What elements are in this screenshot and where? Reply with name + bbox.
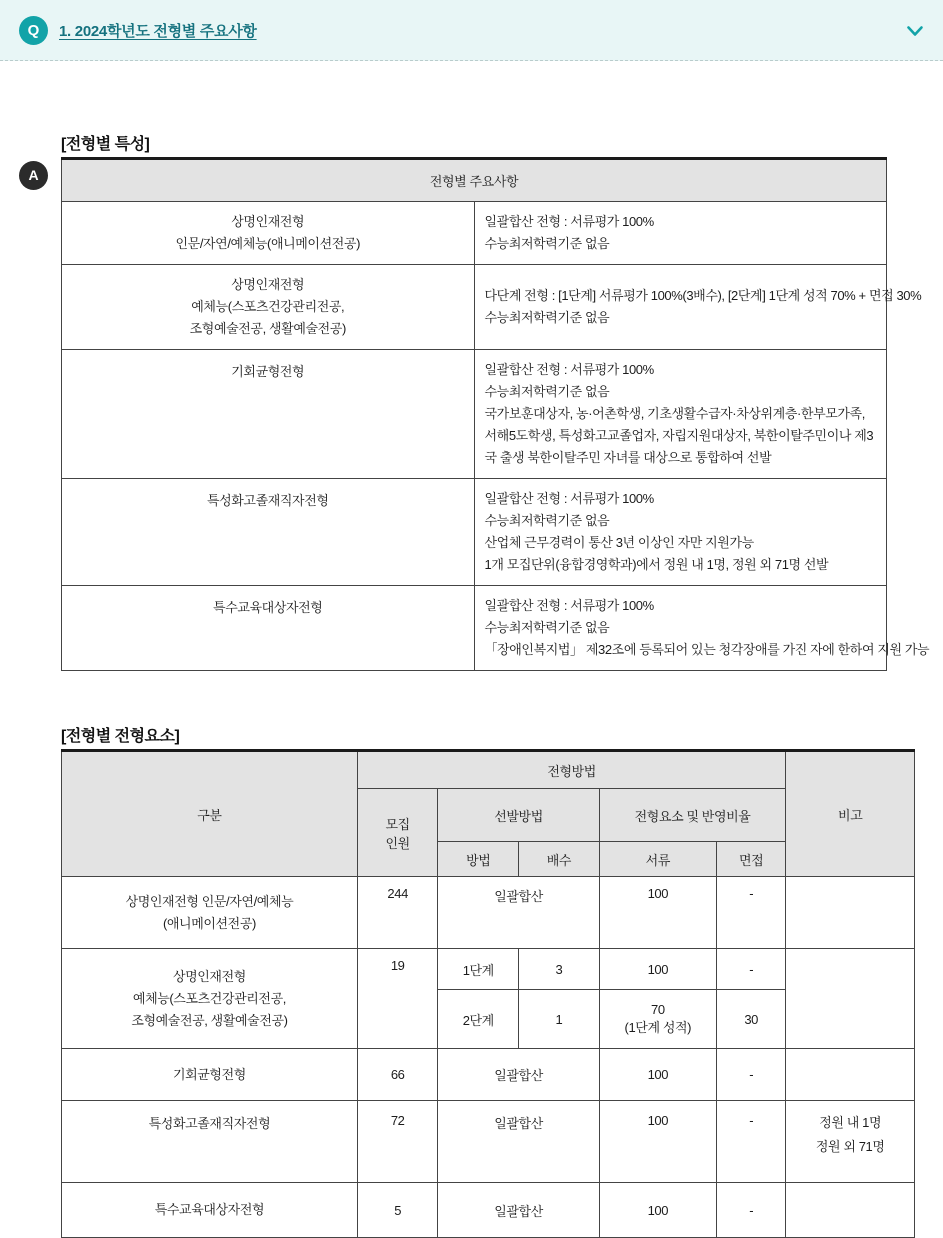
header-quota: [357, 789, 438, 877]
selection-multiple-cell: 1: [519, 990, 600, 1049]
header-quota-line1: 모집: [385, 816, 410, 832]
admission-type-line: 조형예술전공, 생활예술전공): [189, 321, 346, 336]
factor-document-cell: [599, 990, 716, 1049]
note-line: 정원 내 1명: [819, 1115, 882, 1130]
factor-document-cell: 100: [599, 877, 716, 949]
header-factor-group: 전형요소 및 반영비율: [599, 789, 786, 842]
table-row: [62, 1183, 915, 1238]
detail-line: 수능최저학력기준 없음: [484, 236, 610, 251]
selection-multiple-cell: 3: [519, 949, 600, 990]
selection-method-cell: 일괄합산: [438, 1101, 599, 1183]
header-factor-interview: 면접: [716, 842, 785, 877]
table-row: [62, 479, 887, 586]
admission-type-cell: 기회균형전형: [62, 1049, 358, 1101]
admission-type-line: 상명인재전형: [231, 214, 305, 229]
note-cell: [786, 1101, 915, 1183]
factor-interview-cell: -: [716, 1101, 785, 1183]
factor-document-cell: 100: [599, 1183, 716, 1238]
admission-detail-cell: [474, 479, 887, 586]
note-cell: [786, 1183, 915, 1238]
header-quota-line2: 인원: [385, 835, 410, 851]
admission-type-cell: [62, 479, 475, 586]
header-division: 구분: [62, 751, 358, 877]
factor-document-cell: 100: [599, 949, 716, 990]
table-header-row: [62, 751, 915, 789]
table-row: [62, 265, 887, 350]
table-row: [62, 1101, 915, 1183]
table-row: [62, 586, 887, 671]
admission-features-table: [61, 157, 930, 671]
admission-type-cell: [62, 265, 475, 350]
detail-line: 수능최저학력기준 없음: [484, 310, 610, 325]
detail-line: 수능최저학력기준 없음: [484, 513, 610, 528]
admission-detail-cell: [474, 350, 887, 479]
header-note: 비고: [786, 751, 915, 877]
admission-type-line: 특성화고졸재직자전형: [206, 493, 329, 508]
quota-cell: 5: [357, 1183, 438, 1238]
factor-interview-cell: -: [716, 1183, 785, 1238]
header-factor-document: 서류: [599, 842, 716, 877]
selection-method-cell: 2단계: [438, 990, 519, 1049]
admission-type-line: 상명인재전형: [172, 968, 246, 984]
factor-document-note: (1단계 성적): [624, 1020, 692, 1035]
selection-method-cell: 일괄합산: [438, 1049, 599, 1101]
admission-type-cell: [62, 586, 475, 671]
admission-type-cell: [62, 949, 358, 1049]
table-row: [62, 949, 915, 990]
detail-line: 일괄합산 전형 : 서류평가 100%: [484, 362, 654, 377]
detail-line: 산업체 근무경력이 통산 3년 이상인 자만 지원가능: [484, 535, 754, 550]
note-cell: [786, 877, 915, 949]
factor-interview-cell: 30: [716, 990, 785, 1049]
note-line: 정원 외 71명: [815, 1139, 885, 1154]
admission-type-line: 특수교육대상자전형: [213, 600, 323, 615]
admission-type-cell: 특성화고졸재직자전형: [62, 1101, 358, 1183]
admission-type-line: 기회균형전형: [231, 364, 305, 379]
detail-line: 다단계 전형 : [1단계] 서류평가 100%(3배수), [2단계] 1단계 성적 70% + 면접 30%: [484, 288, 922, 303]
admission-type-line: 예체능(스포츠건강관리전공,: [191, 299, 345, 314]
answer-badge: A: [19, 161, 48, 190]
admission-type-cell: [62, 877, 358, 949]
factor-interview-cell: -: [716, 1049, 785, 1101]
admission-detail-cell: [474, 586, 930, 671]
table-row: [62, 350, 887, 479]
selection-method-cell: 일괄합산: [438, 1183, 599, 1238]
chevron-down-icon[interactable]: [904, 20, 926, 42]
factor-interview-cell: -: [716, 877, 785, 949]
faq-question-header[interactable]: [0, 0, 943, 61]
selection-method-cell: 1단계: [438, 949, 519, 990]
admission-type-line: 상명인재전형: [231, 277, 305, 292]
table-row: [62, 202, 887, 265]
header-selection-method: 방법: [438, 842, 519, 877]
admission-detail-cell: [474, 265, 922, 350]
detail-line: 일괄합산 전형 : 서류평가 100%: [484, 598, 654, 613]
header-selection-multiple: 배수: [519, 842, 600, 877]
factor-document-cell: 100: [599, 1101, 716, 1183]
faq-question-title-link[interactable]: 1. 2024학년도 전형별 주요사항: [59, 23, 257, 40]
admission-type-line: (애니메이션전공): [162, 915, 256, 931]
admission-factors-table: [61, 749, 915, 1238]
admission-type-line: 상명인재전형 인문/자연/예체능: [125, 893, 294, 909]
admission-type-cell: [62, 202, 475, 265]
detail-line: 「장애인복지법」 제32조에 등록되어 있는 청각장애를 가진 자에 한하여 지원 가능: [484, 642, 930, 657]
detail-line: 수능최저학력기준 없음: [484, 384, 610, 399]
admission-type-line: 조형예술전공, 생활예술전공): [131, 1012, 288, 1028]
admission-detail-cell: [474, 202, 887, 265]
header-selection-group: 선발방법: [438, 789, 599, 842]
detail-line: 국가보훈대상자, 농·어촌학생, 기초생활수급자·차상위계층·한부모가족, 서해5도학생, 특성화고교졸업자, 자립지원대상자, 북한이탈주민이나 제3국 출생 북한이탈주민 자녀를 대상으로 통합하여 선발: [484, 406, 874, 465]
factor-document-value: 70: [650, 1002, 665, 1017]
note-cell: [786, 949, 915, 1049]
admission-type-line: 인문/자연/예체능(애니메이션전공): [175, 236, 360, 251]
detail-line: 일괄합산 전형 : 서류평가 100%: [484, 491, 654, 506]
question-badge: Q: [19, 16, 48, 45]
header-method-group: 전형방법: [357, 751, 786, 789]
quota-cell: 244: [357, 877, 438, 949]
section-heading-factors: [전형별 전형요소]: [61, 728, 180, 745]
quota-cell: 19: [357, 949, 438, 1049]
note-cell: [786, 1049, 915, 1101]
admission-type-line: 예체능(스포츠건강관리전공,: [132, 990, 286, 1006]
factor-document-cell: 100: [599, 1049, 716, 1101]
selection-method-cell: 일괄합산: [438, 877, 599, 949]
table-row: [62, 1049, 915, 1101]
admission-type-cell: 특수교육대상자전형: [62, 1183, 358, 1238]
table-row: [62, 877, 915, 949]
table-title-row: [62, 159, 887, 202]
quota-cell: 66: [357, 1049, 438, 1101]
admission-type-cell: [62, 350, 475, 479]
detail-line: 1개 모집단위(융합경영학과)에서 정원 내 1명, 정원 외 71명 선발: [484, 557, 829, 572]
factor-interview-cell: -: [716, 949, 785, 990]
table-title-cell: 전형별 주요사항: [62, 159, 887, 202]
detail-line: 일괄합산 전형 : 서류평가 100%: [484, 214, 654, 229]
section-heading-features: [전형별 특성]: [61, 136, 150, 153]
detail-line: 수능최저학력기준 없음: [484, 620, 610, 635]
quota-cell: 72: [357, 1101, 438, 1183]
